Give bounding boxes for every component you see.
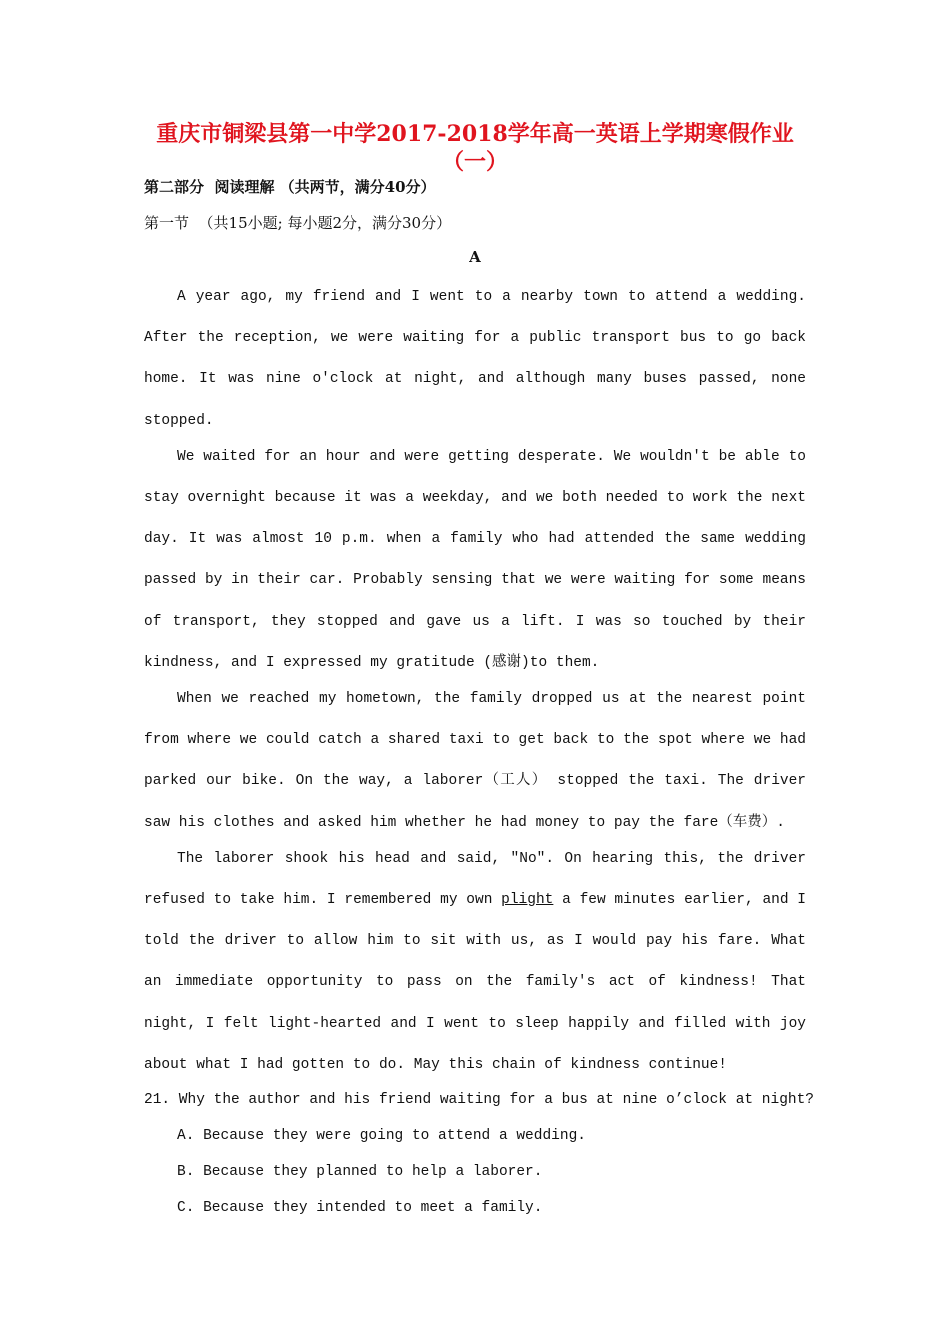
option-b: B. Because they planned to help a laborer.: [177, 1164, 543, 1180]
paragraph-4-text-before: The laborer shook his head and said, "No". On hearing this, the driver refused to take him. I remembered my own: [144, 850, 806, 909]
part-heading: 第二部分 阅读理解 （共两节，满分40分）: [144, 178, 436, 196]
section-heading: 第一节 （共15小题; 每小题2分，满分30分）: [144, 214, 452, 232]
passage-label: A: [469, 248, 481, 266]
passage-paragraph-2: We waited for an hour and were getting desperate. We wouldn't be able to stay overnight because it was a weekday, and we both needed to work the next day. It was almost 10 p.m. when a family who had attended the same wedding passed by in their car. Probably sensing that we were waiting for some means of transport, they stopped and gave us a lift. I was so touched by their kindness, and I expressed my gratitude (感谢)to them.: [144, 448, 806, 671]
document-title: [140, 120, 810, 176]
paragraph-4-text-after: a few minutes earlier, and I told the driver to allow him to sit with us, as I would pay his fare. What an immediate opportunity to pass on the family's act of kindness! That night, I felt light-hearted and I went to sleep happily and filled with joy about what I had gotten to do. May this chain of kindness continue!: [144, 892, 807, 1073]
question-stem: 21. Why the author and his friend waiting for a bus at nine o’clock at night?: [144, 1092, 815, 1108]
option-a: A. Because they were going to attend a wedding.: [177, 1128, 586, 1144]
option-c: C. Because they intended to meet a family.: [177, 1200, 543, 1216]
title-line-1: 重庆市铜梁县第一中学2017-2018学年高一英语上学期寒假作业: [156, 121, 794, 147]
passage-paragraph-1: A year ago, my friend and I went to a nearby town to attend a wedding. After the reception, we were waiting for a public transport bus to go back home. It was nine o'clock at night, and although many buses passed, none stopped.: [144, 289, 806, 429]
reading-passage: [144, 277, 806, 1086]
question-21: [144, 1082, 814, 1226]
passage-paragraph-4: [144, 839, 806, 1086]
underlined-word: plight: [501, 892, 554, 909]
title-line-2: （一）: [441, 149, 508, 175]
passage-paragraph-3: When we reached my hometown, the family dropped us at the nearest point from where we could catch a shared taxi to get back to the spot where we had parked our bike. On the way, a laborer（工人） stopped the taxi. The driver saw his clothes and asked him whether he had money to pay the fare（车费）.: [144, 691, 806, 831]
